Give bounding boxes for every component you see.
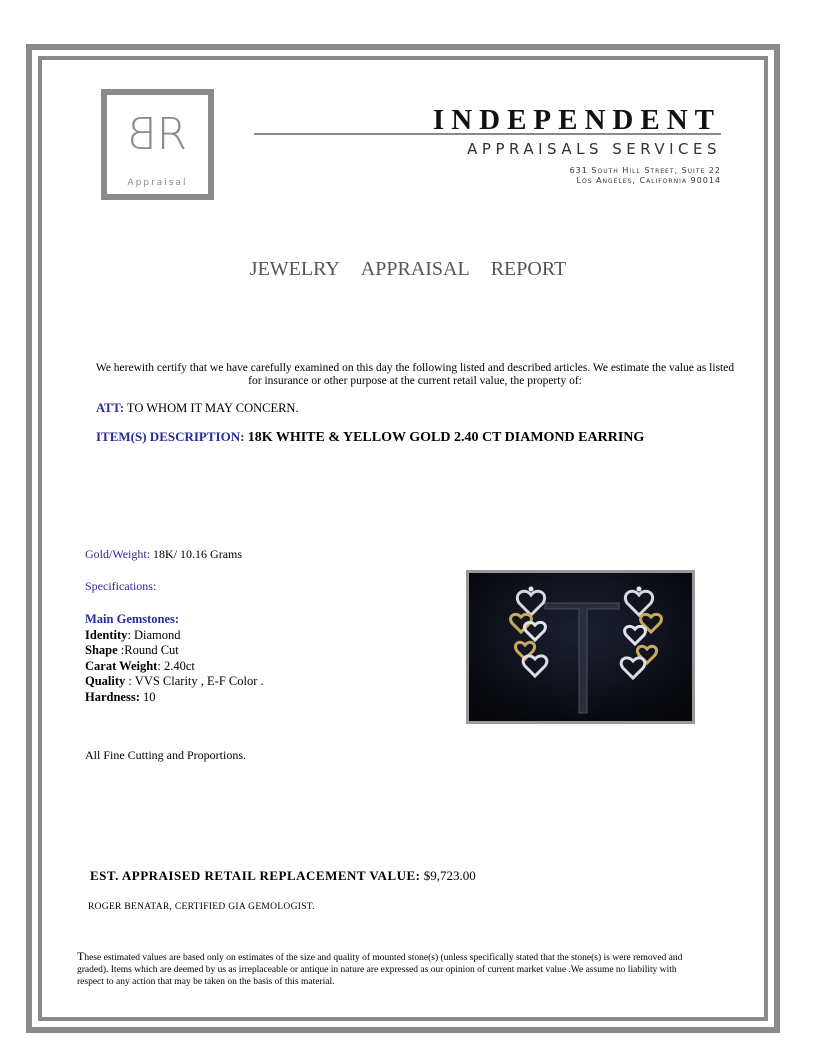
shape-row [85, 643, 264, 659]
logo-mark: BR [129, 109, 186, 160]
address-line-2: Los Angeles, California 90014 [576, 176, 721, 185]
carat-value: : 2.40ct [157, 658, 195, 673]
address-line-1: 631 South Hill Street, Suite 22 [569, 166, 721, 175]
attention-value: TO WHOM IT MAY CONCERN. [126, 401, 299, 415]
disclaimer-text: hese estimated values are based only on estimates of the size and quality of mounted stone(s) (unless specifically stated that the stone(s) is were removed and graded). Items which are deemed by us as irreplaceable or antique in nature are expressed as our opinion of current market value .We assume no liability with respect to any action that may be taken on the basis of this material. [77, 953, 683, 987]
disclaimer [77, 950, 697, 988]
carat-label: Carat Weight [85, 658, 158, 673]
identity-label: Identity [85, 627, 128, 642]
certification-statement: We herewith certify that we have carefully examined on this day the following listed and described articles. We estimate the value as listed for insurance or other purpose at the current retail value, the property of: [95, 362, 735, 387]
gold-weight [85, 547, 242, 562]
logo-subtitle: Appraisal [127, 178, 188, 188]
hardness-label: Hardness: [85, 689, 140, 704]
hardness-row [85, 690, 264, 706]
quality-value: : VVS Clarity , E-F Color . [125, 674, 264, 688]
item-description-value: 18K WHITE & YELLOW GOLD 2.40 CT DIAMOND EARRING [247, 430, 645, 445]
item-description [96, 429, 644, 446]
appraised-value-amount: $9,723.00 [423, 868, 476, 883]
report-title-word-3: REPORT [490, 258, 567, 280]
report-title-word-1: JEWELRY [249, 258, 340, 280]
disclaimer-first-letter: T [77, 949, 85, 963]
gold-weight-label: Gold/Weight: [85, 547, 151, 561]
report-title [0, 258, 816, 281]
company-name: INDEPENDENT [432, 104, 721, 136]
quality-label: Quality [85, 674, 126, 688]
specifications-label: Specifications: [85, 579, 157, 593]
attention-line [96, 401, 299, 416]
attention-label: ATT: [96, 401, 125, 415]
gemstones-heading: Main Gemstones: [85, 612, 180, 626]
identity-value: : Diamond [127, 627, 181, 642]
hardness-value: 10 [139, 689, 156, 704]
shape-value: :Round Cut [117, 643, 179, 657]
earring-photo [466, 570, 695, 724]
company-subtitle: APPRAISALS SERVICES [467, 140, 721, 158]
quality-row [85, 674, 264, 690]
company-logo [101, 89, 214, 200]
gemologist-signature-line: ROGER BENATAR, CERTIFIED GIA GEMOLOGIST. [88, 902, 315, 912]
appraised-value-label: EST. APPRAISED RETAIL REPLACEMENT VALUE: [90, 868, 421, 883]
item-description-label: ITEM(S) DESCRIPTION: [96, 429, 245, 444]
shape-label: Shape [85, 643, 118, 657]
carat-row [85, 659, 264, 675]
gold-weight-value: 18K/ 10.16 Grams [153, 547, 243, 561]
gemstone-details [85, 612, 264, 705]
cutting-note: All Fine Cutting and Proportions. [85, 748, 247, 762]
identity-row [85, 628, 264, 644]
report-title-word-2: APPRAISAL [360, 258, 470, 280]
earring-illustration [469, 573, 692, 721]
appraised-value [90, 868, 476, 884]
